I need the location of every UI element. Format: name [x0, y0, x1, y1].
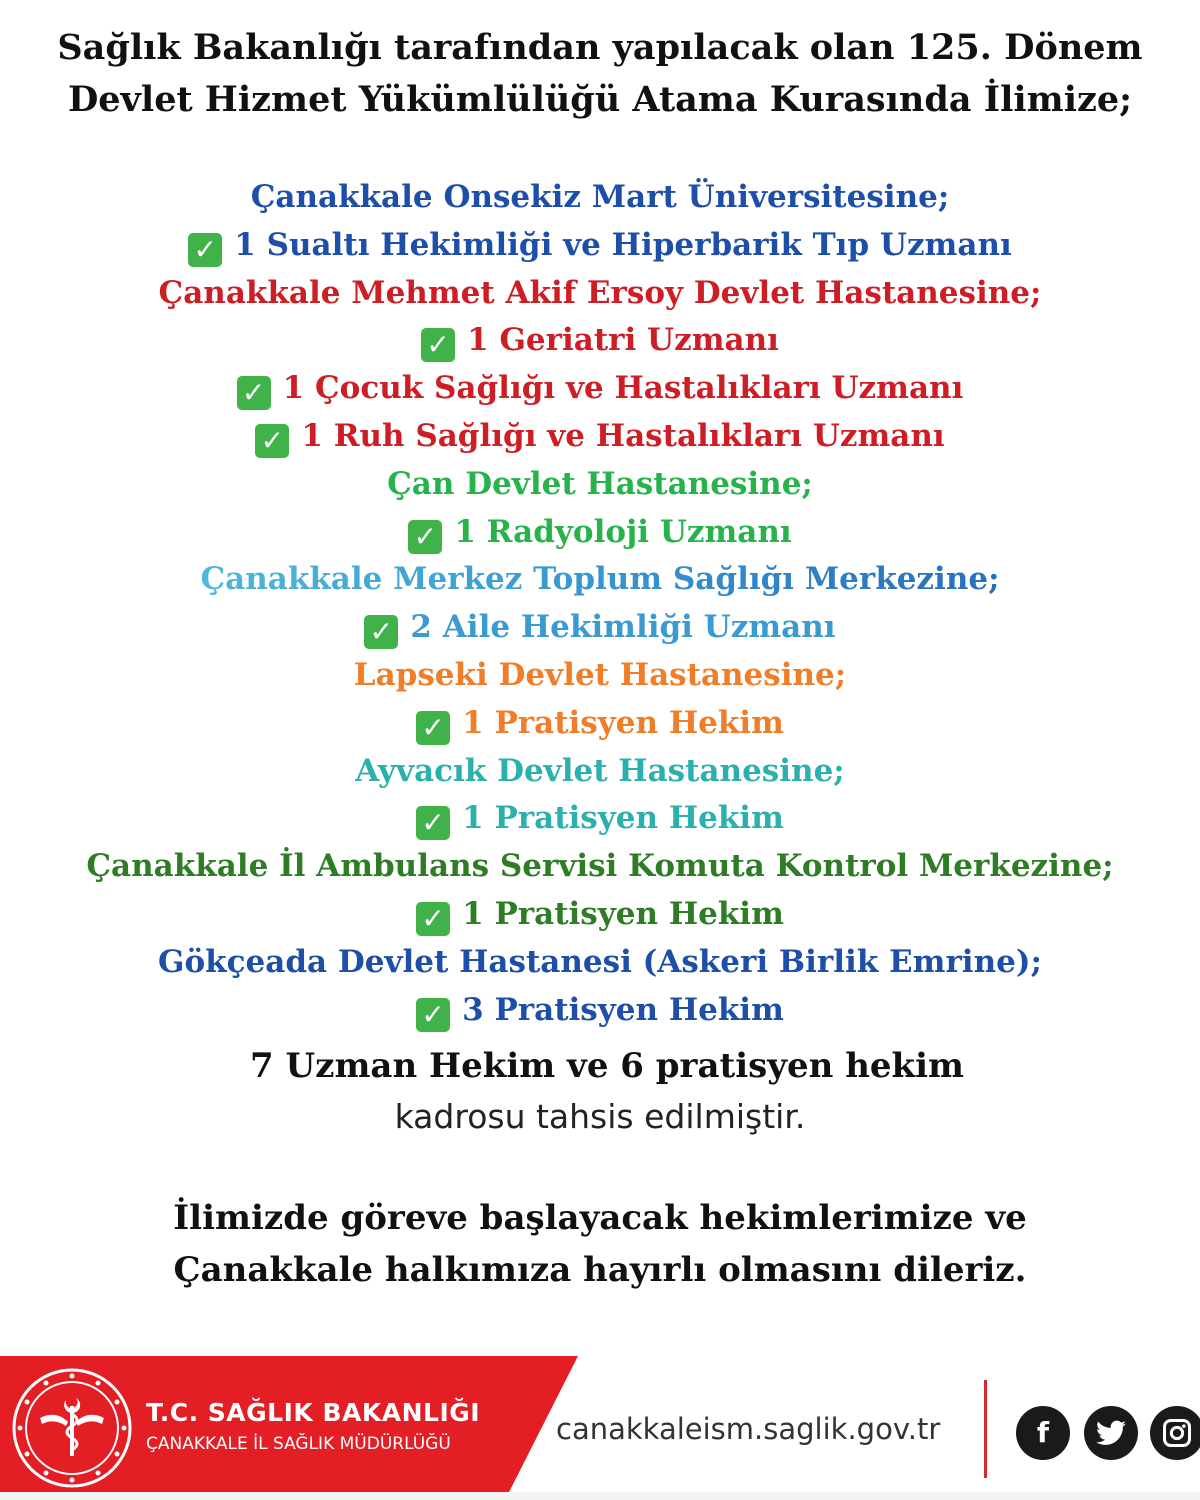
- checkmark-icon: ✓: [421, 328, 455, 362]
- institution-heading: Çanakkale İl Ambulans Servisi Komuta Kontrol Merkezine;: [86, 848, 1114, 885]
- position-item: [0, 509, 1200, 557]
- footer: [0, 1356, 1200, 1500]
- closing-message: [0, 1192, 1200, 1296]
- checkmark-icon: ✓: [416, 998, 450, 1032]
- checkmark-icon: ✓: [416, 806, 450, 840]
- position-item: [0, 891, 1200, 939]
- institution-heading: Lapseki Devlet Hastanesine;: [353, 656, 847, 693]
- position-item: [0, 700, 1200, 748]
- position-label: 1 Çocuk Sağlığı ve Hastalıkları Uzmanı: [282, 370, 964, 407]
- org-subtitle: ÇANAKKALE İL SAĞLIK MÜDÜRLÜĞÜ: [146, 1434, 451, 1454]
- checkmark-icon: ✓: [408, 520, 442, 554]
- position-label: 1 Pratisyen Hekim: [462, 800, 784, 837]
- institution-heading: Çanakkale Mehmet Akif Ersoy Devlet Hastanesine;: [158, 274, 1042, 311]
- twitter-icon[interactable]: [1084, 1406, 1138, 1460]
- institution-heading: Çanakkale Onsekiz Mart Üniversitesine;: [250, 179, 950, 215]
- headline: [0, 22, 1200, 126]
- position-item: [0, 365, 1200, 413]
- institution-heading: Ayvacık Devlet Hastanesine;: [355, 752, 845, 789]
- ministry-seal-icon: [10, 1366, 134, 1490]
- checkmark-icon: ✓: [416, 902, 450, 936]
- headline-line-2: Devlet Hizmet Yükümlülüğü Atama Kurasında İlimize;: [67, 79, 1133, 120]
- summary: [0, 1040, 1200, 1142]
- position-label: 1 Pratisyen Hekim: [462, 704, 784, 741]
- institution-heading: Çanakkale Merkez Toplum Sağlığı Merkezine;: [0, 556, 1200, 604]
- position-item: [0, 604, 1200, 652]
- checkmark-icon: ✓: [255, 424, 289, 458]
- position-item: [0, 987, 1200, 1035]
- footer-divider: [984, 1380, 987, 1478]
- org-title: T.C. SAĞLIK BAKANLIĞI: [146, 1398, 481, 1427]
- summary-total: 7 Uzman Hekim ve 6 pratisyen hekim: [250, 1046, 964, 1086]
- summary-note: kadrosu tahsis edilmiştir.: [394, 1097, 806, 1136]
- checkmark-icon: ✓: [416, 711, 450, 745]
- headline-line-1: Sağlık Bakanlığı tarafından yapılacak olan 125. Dönem: [57, 27, 1143, 68]
- closing-line-2: Çanakkale halkımıza hayırlı olmasını dileriz.: [173, 1250, 1027, 1290]
- closing-line-1: İlimizde göreve başlayacak hekimlerimize ve: [173, 1198, 1027, 1238]
- checkmark-icon: ✓: [188, 233, 222, 267]
- checkmark-icon: ✓: [237, 376, 271, 410]
- position-label: 1 Radyoloji Uzmanı: [454, 513, 792, 550]
- position-item: [0, 413, 1200, 461]
- position-label: 2 Aile Hekimliği Uzmanı: [410, 609, 836, 646]
- institution-heading: Çan Devlet Hastanesine;: [387, 465, 813, 502]
- instagram-icon[interactable]: [1150, 1406, 1200, 1460]
- position-label: 1 Ruh Sağlığı ve Hastalıkları Uzmanı: [301, 417, 945, 454]
- position-label: 1 Geriatri Uzmanı: [467, 322, 779, 359]
- position-item: [0, 795, 1200, 843]
- checkmark-icon: ✓: [364, 615, 398, 649]
- facebook-icon[interactable]: f: [1016, 1406, 1070, 1460]
- institution-heading: Gökçeada Devlet Hastanesi (Askeri Birlik Emrine);: [158, 943, 1042, 980]
- position-item: [0, 317, 1200, 365]
- allocation-list: [0, 174, 1200, 1034]
- position-label: 3 Pratisyen Hekim: [462, 991, 784, 1028]
- position-label: 1 Pratisyen Hekim: [462, 895, 784, 932]
- position-item: [0, 222, 1200, 270]
- website-link[interactable]: canakkaleism.saglik.gov.tr: [556, 1412, 941, 1446]
- position-label: 1 Sualtı Hekimliği ve Hiperbarik Tıp Uzmanı: [234, 226, 1012, 263]
